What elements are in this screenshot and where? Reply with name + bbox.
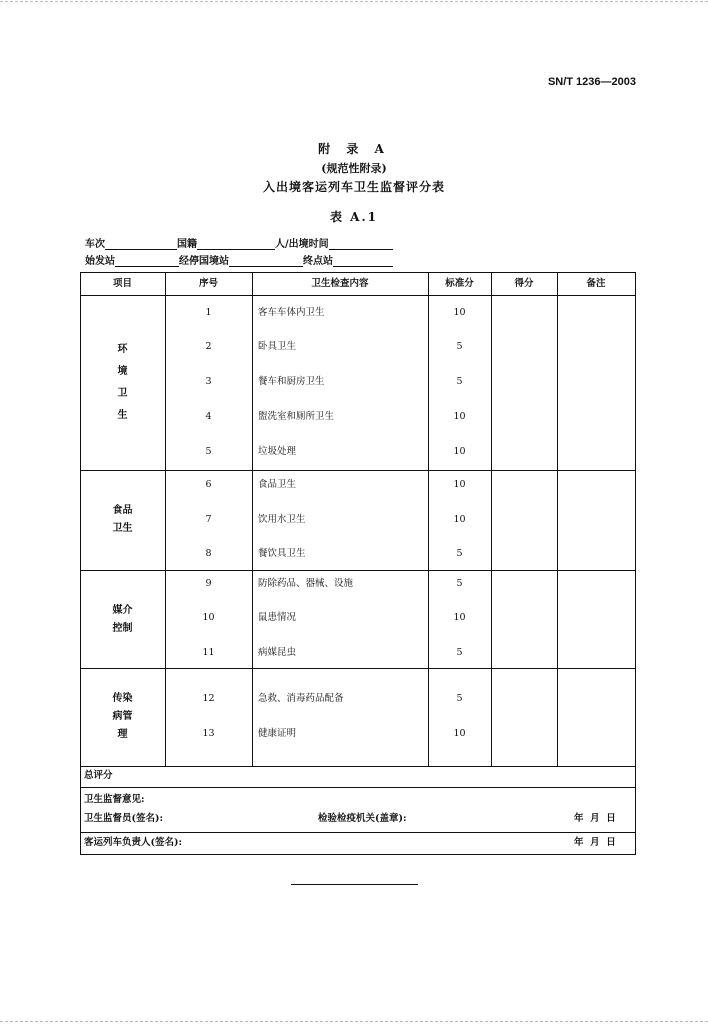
header-score: 得分: [514, 278, 534, 289]
row-content: 鼠患情况: [258, 612, 297, 623]
train-number-label: 车次: [85, 239, 105, 250]
table-rule: [635, 272, 636, 855]
signature-date: 年 月 日: [574, 813, 616, 824]
info-line-2: [85, 252, 393, 267]
row-number: 9: [205, 578, 212, 589]
table-rule: [80, 470, 635, 471]
nationality-label: 国籍: [177, 239, 197, 250]
authority-seal-label: 检验检疫机关(盖章):: [318, 813, 407, 824]
entry-exit-time-blank: [329, 238, 393, 250]
table-rule: [80, 766, 635, 767]
terminal-station-blank: [333, 255, 393, 267]
header-number: 序号: [198, 278, 218, 289]
header-remarks: 备注: [586, 278, 606, 289]
appendix-title: 附 录 A: [318, 142, 390, 156]
row-content: 病媒昆虫: [258, 647, 297, 658]
row-standard-score: 5: [456, 376, 463, 387]
row-standard-score: 5: [456, 341, 463, 352]
row-content: 卧具卫生: [258, 341, 297, 352]
row-content: 餐车和厨房卫生: [258, 376, 325, 387]
border-station-label: 经停国境站: [179, 256, 229, 267]
row-content: 盥洗室和厕所卫生: [258, 411, 335, 422]
category-vector: 媒介 控制: [112, 605, 133, 634]
table-rule: [80, 854, 635, 855]
train-number-blank: [105, 238, 177, 250]
scan-edge-top: [0, 1, 708, 2]
score-table: [80, 272, 635, 855]
table-label: 表 A.1: [329, 210, 379, 224]
row-content: 健康证明: [258, 728, 297, 739]
row-standard-score: 10: [453, 612, 466, 623]
row-standard-score: 10: [453, 307, 466, 318]
row-content: 垃圾处理: [258, 446, 297, 457]
terminal-station-label: 终点站: [303, 256, 333, 267]
row-number: 2: [205, 341, 212, 352]
row-content: 餐饮具卫生: [258, 548, 306, 559]
end-of-page-rule: [291, 884, 418, 885]
total-score-label: 总评分: [84, 770, 113, 781]
row-number: 8: [205, 548, 212, 559]
table-rule: [491, 272, 492, 766]
header-item: 项目: [112, 278, 132, 289]
row-standard-score: 10: [453, 514, 466, 525]
row-number: 3: [205, 376, 212, 387]
row-number: 12: [202, 693, 215, 704]
row-content: 饮用水卫生: [258, 514, 306, 525]
header-standard-score: 标准分: [445, 278, 474, 289]
table-rule: [557, 272, 558, 766]
document-code: SN/T 1236—2003: [547, 76, 636, 88]
row-number: 5: [205, 446, 212, 457]
row-standard-score: 5: [456, 548, 463, 559]
table-rule: [80, 295, 635, 296]
train-manager-signature-label: 客运列车负责人(签名):: [84, 837, 182, 848]
row-content: 客车车体内卫生: [258, 307, 325, 318]
manager-signature-date: 年 月 日: [574, 837, 616, 848]
border-station-blank: [229, 255, 303, 267]
info-line-1: [85, 235, 393, 250]
appendix-subtitle: (规范性附录): [321, 162, 387, 175]
row-number: 10: [202, 612, 215, 623]
row-content: 防除药品、器械、设施: [258, 578, 354, 589]
row-content: 食品卫生: [258, 479, 297, 490]
nationality-blank: [197, 238, 275, 250]
row-number: 11: [202, 647, 215, 658]
row-number: 13: [202, 728, 215, 739]
row-standard-score: 5: [456, 578, 463, 589]
table-rule: [80, 570, 635, 571]
row-standard-score: 10: [453, 479, 466, 490]
row-standard-score: 5: [456, 647, 463, 658]
form-title: 入出境客运列车卫生监督评分表: [262, 180, 445, 194]
category-environment: 环 境 卫 生: [117, 344, 128, 421]
row-content: 急救、消毒药品配备: [258, 693, 344, 704]
departure-station-label: 始发站: [85, 256, 115, 267]
category-food: 食品 卫生: [112, 505, 133, 534]
table-rule: [80, 787, 635, 788]
table-rule: [80, 668, 635, 669]
row-standard-score: 10: [453, 728, 466, 739]
table-rule: [80, 272, 635, 273]
header-content: 卫生检查内容: [311, 278, 369, 289]
departure-station-blank: [115, 255, 179, 267]
category-disease: 传染 病管 理: [112, 693, 133, 740]
row-number: 1: [205, 307, 212, 318]
row-number: 7: [205, 514, 212, 525]
entry-exit-time-label: 人/出境时间: [275, 239, 329, 250]
row-standard-score: 10: [453, 411, 466, 422]
supervision-opinion-label: 卫生监督意见:: [84, 794, 145, 805]
scan-edge-bottom: [0, 1021, 708, 1022]
row-standard-score: 5: [456, 693, 463, 704]
row-number: 6: [205, 479, 212, 490]
row-number: 4: [205, 411, 212, 422]
inspector-signature-label: 卫生监督员(签名):: [84, 813, 163, 824]
row-standard-score: 10: [453, 446, 466, 457]
table-rule: [80, 832, 635, 833]
table-rule: [252, 272, 253, 766]
